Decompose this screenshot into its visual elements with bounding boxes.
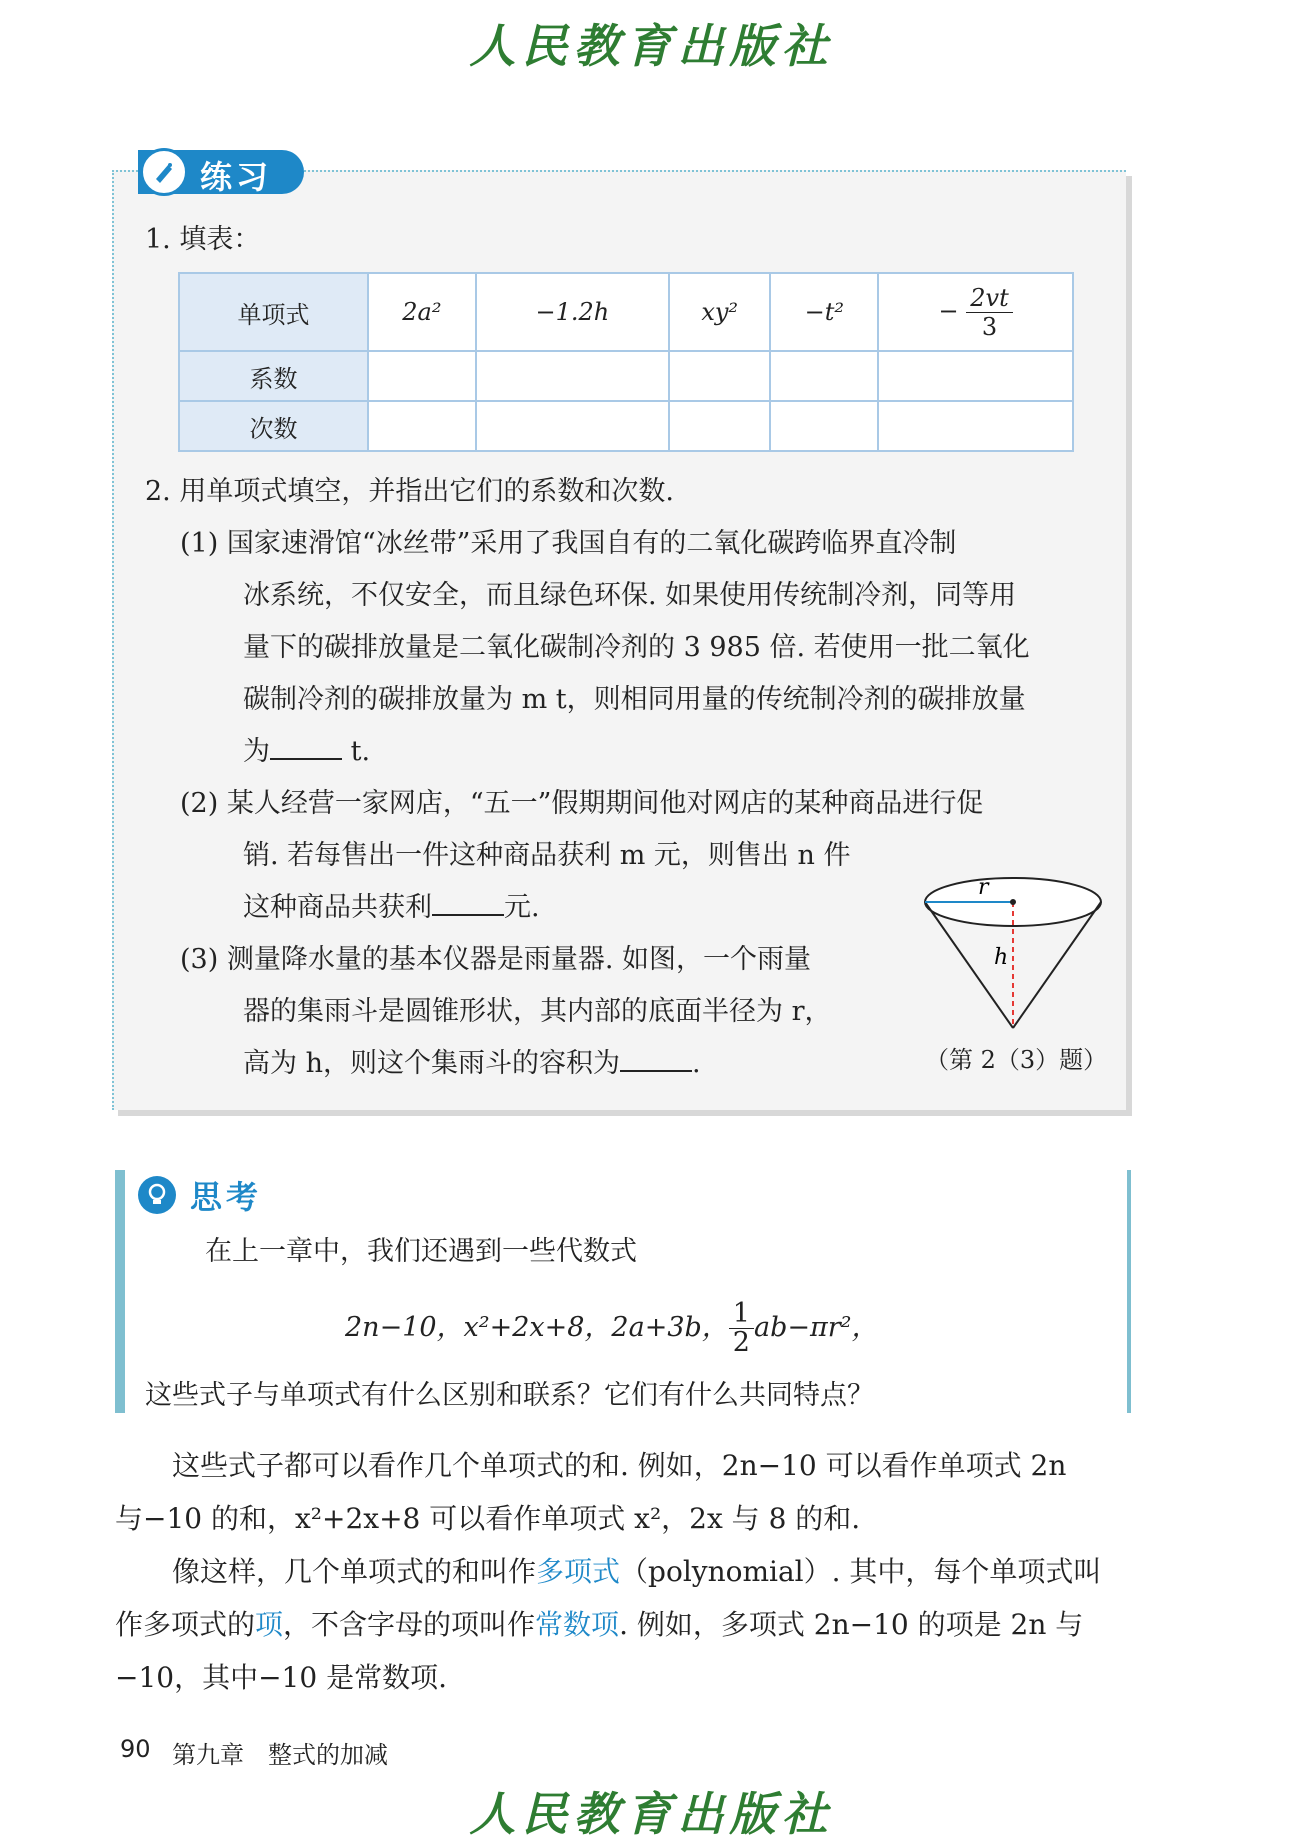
q2-1-suffix: t. <box>350 736 371 767</box>
q2-3-line1: (3) 测量降水量的基本仪器是雨量器. 如图，一个雨量 <box>180 944 811 975</box>
monomial-cell: xy² <box>669 273 770 351</box>
term-constant: 常数项 <box>535 1608 620 1641</box>
think-bar-left <box>115 1170 125 1413</box>
blank-cell[interactable] <box>878 351 1073 401</box>
publisher-header: 人民教育出版社 <box>469 19 834 73</box>
blank-cell[interactable] <box>669 351 770 401</box>
q2-2-line1: (2) 某人经营一家网店，“五一”假期期间他对网店的某种商品进行促 <box>180 788 984 819</box>
blank-cell[interactable] <box>368 401 476 451</box>
radius-label: r <box>978 875 989 900</box>
answer-blank[interactable] <box>620 1040 692 1072</box>
exercise-label: 练习 <box>200 158 273 196</box>
formula-fraction-den: 2 <box>732 1327 750 1358</box>
think-bar-right <box>1127 1170 1131 1413</box>
height-label: h <box>994 945 1009 970</box>
lightbulb-icon <box>138 1176 176 1214</box>
blank-cell[interactable] <box>368 351 476 401</box>
think-label: 思考 <box>190 1178 263 1216</box>
formula-part-a: 2n−10，x²+2x+8，2a+3b， <box>345 1312 729 1343</box>
publisher-footer: 人民教育出版社 <box>469 1787 834 1841</box>
para1-line1: 这些式子都可以看作几个单项式的和. 例如，2n−10 可以看作单项式 2n <box>172 1449 1067 1482</box>
monomial-cell: −1.2h <box>476 273 669 351</box>
q2-1-prefix: 为 <box>243 736 270 767</box>
para2-text: . 例如，多项式 2n−10 的项是 2n 与 <box>619 1608 1084 1641</box>
blank-cell[interactable] <box>476 351 669 401</box>
q2-1-line1: (1) 国家速滑馆“冰丝带”采用了我国自有的二氧化碳跨临界直冷制 <box>180 528 957 559</box>
q2-2-prefix: 这种商品共获利 <box>243 892 432 923</box>
monomial-table <box>178 272 1074 452</box>
term-polynomial: 多项式 <box>536 1555 621 1588</box>
para2-text: ，不含字母的项叫作 <box>283 1608 536 1641</box>
para2-text: 作多项式的 <box>115 1608 256 1641</box>
cone-figure <box>920 868 1110 1038</box>
q2-3-suffix: . <box>691 1048 701 1079</box>
formula-part-b: ab−πr²， <box>753 1312 879 1343</box>
q2-1-line4: 碳制冷剂的碳排放量为 m t，则相同用量的传统制冷剂的碳排放量 <box>243 684 1026 715</box>
q2-1-line3: 量下的碳排放量是二氧化碳制冷剂的 3 985 倍. 若使用一批二氧化 <box>243 632 1030 663</box>
q2-3-line2: 器的集雨斗是圆锥形状，其内部的底面半径为 r， <box>243 996 832 1027</box>
para2-text: 像这样，几个单项式的和叫作 <box>172 1555 537 1588</box>
row-header-coefficient: 系数 <box>179 351 368 401</box>
formula-fraction-num: 1 <box>729 1300 754 1329</box>
q2-title: 2. 用单项式填空，并指出它们的系数和次数. <box>145 476 674 507</box>
exercise-dotted-border-left <box>112 170 114 1110</box>
formula-fraction <box>729 1300 754 1357</box>
answer-blank[interactable] <box>270 728 342 760</box>
fraction-sign: − <box>938 296 959 325</box>
q2-3-prefix: 高为 h，则这个集雨斗的容积为 <box>243 1048 620 1079</box>
fraction <box>966 284 1012 341</box>
para2-line3: −10，其中−10 是常数项. <box>115 1661 447 1694</box>
pencil-icon <box>140 148 188 196</box>
q2-1-line5 <box>243 726 370 778</box>
row-header-degree: 次数 <box>179 401 368 451</box>
fraction-numerator: 2vt <box>966 284 1012 313</box>
figure-caption: （第 2（3）题） <box>925 1046 1108 1074</box>
monomial-cell-fraction <box>878 273 1073 351</box>
think-line1: 在上一章中，我们还遇到一些代数式 <box>205 1236 637 1267</box>
q2-2-line3 <box>243 882 540 934</box>
para1-line2: 与−10 的和，x²+2x+8 可以看作单项式 x²，2x 与 8 的和. <box>115 1502 861 1535</box>
monomial-cell: 2a² <box>368 273 476 351</box>
q2-3-line3 <box>243 1038 701 1090</box>
term-term: 项 <box>255 1608 284 1641</box>
think-question: 这些式子与单项式有什么区别和联系？它们有什么共同特点？ <box>145 1380 874 1411</box>
row-header-monomial: 单项式 <box>179 273 368 351</box>
para2-line1 <box>172 1546 1101 1598</box>
q2-2-suffix: 元. <box>504 892 540 923</box>
para2-line2 <box>115 1599 1083 1651</box>
answer-blank[interactable] <box>432 884 504 916</box>
blank-cell[interactable] <box>770 401 878 451</box>
q1-title: 1. 填表： <box>145 224 261 255</box>
blank-cell[interactable] <box>878 401 1073 451</box>
para2-text: （polynomial）. 其中，每个单项式叫 <box>620 1555 1102 1588</box>
fraction-denominator: 3 <box>981 312 998 341</box>
blank-cell[interactable] <box>476 401 669 451</box>
blank-cell[interactable] <box>669 401 770 451</box>
blank-cell[interactable] <box>770 351 878 401</box>
chapter-title: 第九章 整式的加减 <box>172 1741 388 1769</box>
page-number: 90 <box>120 1735 151 1763</box>
q2-1-line2: 冰系统，不仅安全，而且绿色环保. 如果使用传统制冷剂，同等用 <box>243 580 1017 611</box>
think-formula <box>345 1300 878 1357</box>
monomial-cell: −t² <box>770 273 878 351</box>
q2-2-line2: 销. 若每售出一件这种商品获利 m 元，则售出 n 件 <box>243 840 851 871</box>
